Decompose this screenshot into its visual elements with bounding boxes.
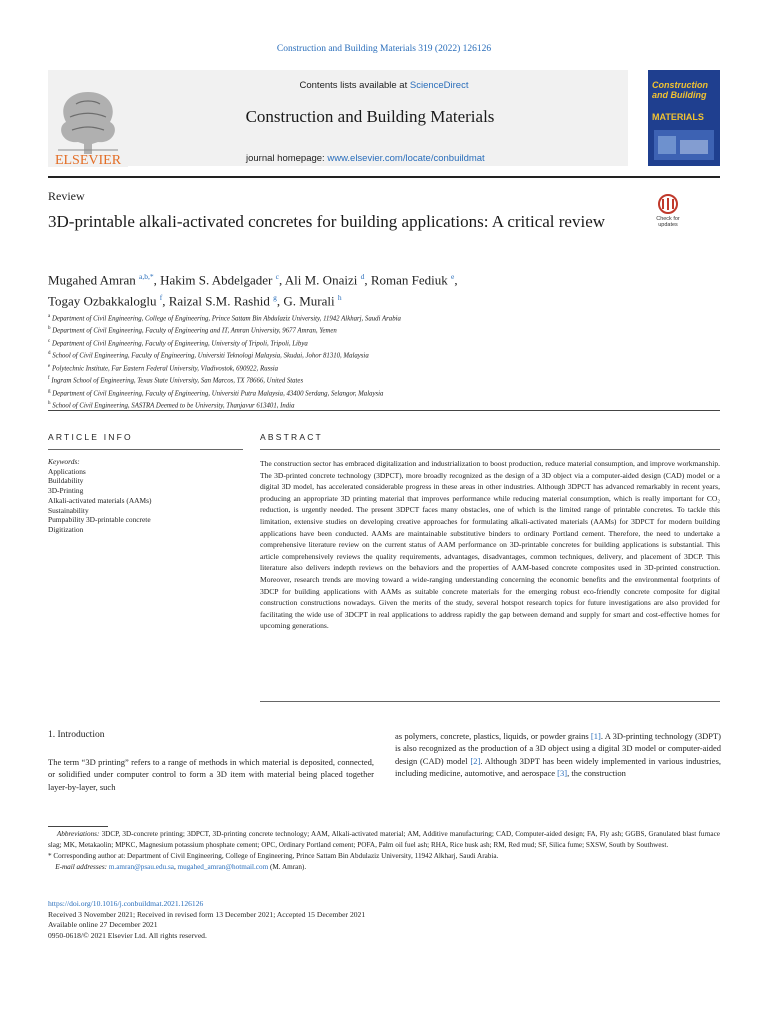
abbreviations-footnote [48, 829, 720, 851]
corresponding-author-footnote: * Corresponding author at: Department of Civil Engineering, College of Engineering, Prince Sattam Bin Abdulaziz University, 11942 Alkharj, Saudi Arabia. [48, 852, 499, 860]
cover-title: Construction and Building [652, 80, 708, 100]
journal-title: Construction and Building Materials [245, 107, 495, 126]
keyword: Alkali-activated materials (AAMs) [48, 495, 152, 505]
author-affiliation-marker[interactable]: g [273, 293, 277, 303]
author: Hakim S. Abdelgader [160, 272, 273, 288]
elsevier-wordmark: ELSEVIER [54, 153, 122, 167]
email-label: E-mail addresses: [55, 863, 108, 871]
email-link[interactable]: mugahed_amran@hotmail.com [177, 863, 269, 871]
affiliation-marker: g [48, 388, 51, 394]
abbreviations-label: Abbreviations: [56, 830, 100, 838]
affiliation-marker: f [48, 376, 50, 382]
publication-history: Received 3 November 2021; Received in revised form 13 December 2021; Accepted 15 December 2021 [48, 909, 366, 919]
section-heading-introduction: 1. Introduction [48, 730, 105, 740]
svg-text:Check for: Check for [656, 216, 680, 222]
copyright-line: 0950-0618/© 2021 Elsevier Ltd. All rights reserved. [48, 930, 207, 940]
intro-column-right [395, 730, 721, 780]
intro-column-left: The term “3D printing” refers to a range of methods in which material is deposited, connected, or solidified under computer control to form a 3D item with material being placed together layer-by-layer, such [48, 757, 374, 792]
affiliation-list [48, 312, 668, 412]
homepage-link[interactable]: www.elsevier.com/locate/conbuildmat [327, 153, 485, 164]
intro-text: as polymers, concrete, plastics, liquids, or powder grains [395, 731, 591, 741]
affiliation-item [48, 324, 668, 336]
journal-reference[interactable]: Construction and Building Materials 319 (2022) 126126 [276, 44, 492, 54]
intro-text: , the construction [567, 768, 626, 779]
abstract-text: The construction sector has embraced digitalization and industrialization to boost production, reduce material consumption, and improve workmanship. The 3D-printed concrete technology (3DPCT), more broadly recognized as the design of a 3D object via a computer-aided design (CAD) model or a digital 3D model, has accelerated considerable progress in these areas in other industries. Although 3DPCT has advanced remarkably in recent years, producing an appropriate 3D printing material that improves performance while reducing material consumption, which is really important for CO₂ reduction, is urgently needed. The present 3DPCT faces many obstacles, one of which is the limited range of printable concretes. To tackle this limitation, extensive studies on developing creative approaches for formulating alkali-activated materials (AAMs) for 3DPCT for modern building applications have been conducted. AAMs are maintainable substitutive binders to ordinary Portland cement. Therefore, the need to undertake a comprehensive literature review on the current status of AAM performance on 3D-printable concretes for building applications is substantial. This article comprehensively reviews the quality requirements, advantages, disadvantages, common techniques, delivery, and placement of 3DCP. This literature also delivers indepth reviews on the behaviors and the properties of AAM-based concrete composites used in 3D-printed construction. Moreover, research trends are moving toward a wide-ranging understanding concerning the economic benefits and the environmental footprints of 3DCP for building applications with AAMs as suitable concrete materials for the emerging robust eco-friendly concrete composite for digital construction constructions nowadays. Given the merits of the study, several hotspot research topics for future investigations are also provided for facilitating the wide use of 3DCPT in real applications to address rapidly the gap between demand and supply for smart and cost-effective homes for upcoming generations. [260, 459, 720, 631]
author-affiliation-marker[interactable]: h [337, 293, 342, 303]
journal-homepage [246, 153, 485, 164]
intro-text: . Although 3DPT has been widely implemented in various industries, including medicine, automotive, and aerospace [395, 755, 722, 779]
footnote-rule [48, 826, 108, 827]
affiliation-text: Polytechnic Institute, Far Eastern Federal University, Vladivostok, 690922, Russia [51, 365, 279, 373]
keyword: Digitization [48, 524, 84, 534]
affiliation-item [48, 374, 668, 386]
affiliation-text: Department of Civil Engineering, Faculty of Engineering, University of Tripoli, Tripoli, Libya [51, 340, 308, 348]
affiliation-marker: b [48, 326, 51, 332]
affiliation-marker: a [48, 314, 51, 319]
citation-link[interactable]: [2] [470, 755, 481, 766]
affiliation-divider [48, 410, 720, 411]
publication-info [48, 899, 548, 941]
author-affiliation-marker[interactable]: e [451, 272, 455, 281]
affiliation-text: School of Civil Engineering, SASTRA Deemed to be University, Thanjavur 613401, India [52, 402, 295, 410]
author-list: Mugahed Amran $^{a,b,*}$, Hakim S. Abdelgader $^c$, Ali M. Onaizi $^d$, Roman Fediuk $^e$, Togay Ozbakkaloglu $^f$, Raizal S.M. Rashid $^g$, G. Murali $^h$ [48, 272, 458, 309]
homepage-prefix: journal homepage: [246, 153, 328, 164]
author-affiliation-marker[interactable]: c [275, 272, 279, 281]
email-link[interactable]: m.amran@psau.edu.sa [108, 863, 174, 871]
author: G. Murali [283, 293, 335, 309]
author-affiliation-marker[interactable]: f [159, 293, 163, 303]
article-info-rule [48, 449, 243, 450]
author: Roman Fediuk [370, 272, 448, 288]
affiliation-text: School of Civil Engineering, Faculty of Engineering, Universiti Teknologi Malaysia, Skudai, Johor 81310, Malaysia [52, 352, 369, 360]
affiliation-item [48, 387, 668, 399]
check-for-updates-badge[interactable] [648, 193, 688, 229]
doi-link[interactable]: https://doi.org/10.1016/j.conbuildmat.2021.126126 [48, 899, 204, 908]
footnotes [48, 829, 720, 873]
paper-title: 3D-printable alkali-activated concretes for building applications: A critical review [48, 212, 606, 231]
keyword: Sustainability [48, 505, 89, 515]
abbreviations-text: 3DCP, 3D-concrete printing; 3DPCT, 3D-printing concrete technology; AAM, Alkali-activated material; AM, Additive manufacturing; CAD, Computer-aided design; FA, Fly ash; GGBS, Granulated blast furnace slag; MK, Metakaolin; MPKC, Magnesium potassium phosphate cement; OPC, Ordinary Portland cement; POFA, Palm oil fuel ash; RHA, Rice husk ash; RM, Red mud; SF, Silica fume; SXSW, South by Southwest. [48, 830, 720, 849]
article-type: Review [48, 189, 85, 203]
affiliation-marker: e [48, 363, 51, 369]
author-affiliation-marker[interactable]: d [360, 272, 365, 281]
affiliation-text: Department of Civil Engineering, College of Engineering, Prince Sattam Bin Abdulaziz University, 11942 Alkharj, Saudi Arabia [51, 315, 401, 323]
keyword: Applications [48, 466, 86, 476]
affiliation-marker: c [48, 338, 51, 344]
citation-link[interactable]: [1] [590, 731, 601, 741]
header-divider [48, 176, 720, 178]
author: Mugahed Amran [48, 272, 136, 288]
affiliation-item [48, 362, 668, 374]
keywords-label: Keywords: [48, 457, 80, 466]
affiliation-item [48, 337, 668, 349]
keyword: 3D-Printing [48, 486, 84, 496]
sciencedirect-link[interactable]: ScienceDirect [409, 80, 469, 91]
author: Ali M. Onaizi [284, 272, 358, 288]
keyword: Pumpability 3D-printable concrete [48, 515, 151, 525]
article-info-heading: ARTICLE INFO [48, 432, 133, 442]
abstract-heading: ABSTRACT [260, 432, 323, 442]
affiliation-marker: h [48, 401, 51, 407]
online-date: Available online 27 December 2021 [48, 920, 158, 929]
keyword: Buildability [48, 476, 84, 486]
author: Togay Ozbakkaloglu [48, 293, 157, 309]
cover-subtitle: MATERIALS [652, 112, 704, 122]
affiliation-text: Department of Civil Engineering, Faculty of Engineering and IT, Amran University, 9677 Amran, Yemen [52, 327, 337, 335]
intro-text: . A 3D-printing technology (3DPT) is also recognized as the production of a 3D object using a digital 3D model or computer-aided design (CAD) model [395, 731, 722, 766]
abstract-rule [260, 449, 720, 450]
affiliation-text: Department of Civil Engineering, Faculty of Engineering, Universiti Putra Malaysia, 43400 Serdang, Selangor, Malaysia [52, 390, 384, 398]
svg-text:updates: updates [658, 222, 678, 228]
email-footnote: E-mail addresses: m.amran@psau.edu.sa, mugahed_amran@hotmail.com (M. Amran). [55, 863, 307, 871]
contents-prefix: Contents lists available at [299, 80, 410, 91]
affiliation-item [48, 349, 668, 361]
journal-cover-thumbnail[interactable] [648, 70, 720, 166]
citation-link[interactable]: [3] [557, 768, 568, 779]
affiliation-item [48, 312, 668, 324]
keywords-block [48, 457, 248, 535]
author-affiliation-marker[interactable]: a,b,* [138, 272, 154, 281]
email-suffix: (M. Amran). [268, 863, 307, 871]
affiliation-marker: d [48, 351, 51, 357]
abstract-bottom-rule [260, 701, 720, 702]
author: Raizal S.M. Rashid [168, 293, 270, 309]
affiliation-text: Ingram School of Engineering, Texas State University, San Marcos, TX 78666, United States [51, 377, 304, 385]
